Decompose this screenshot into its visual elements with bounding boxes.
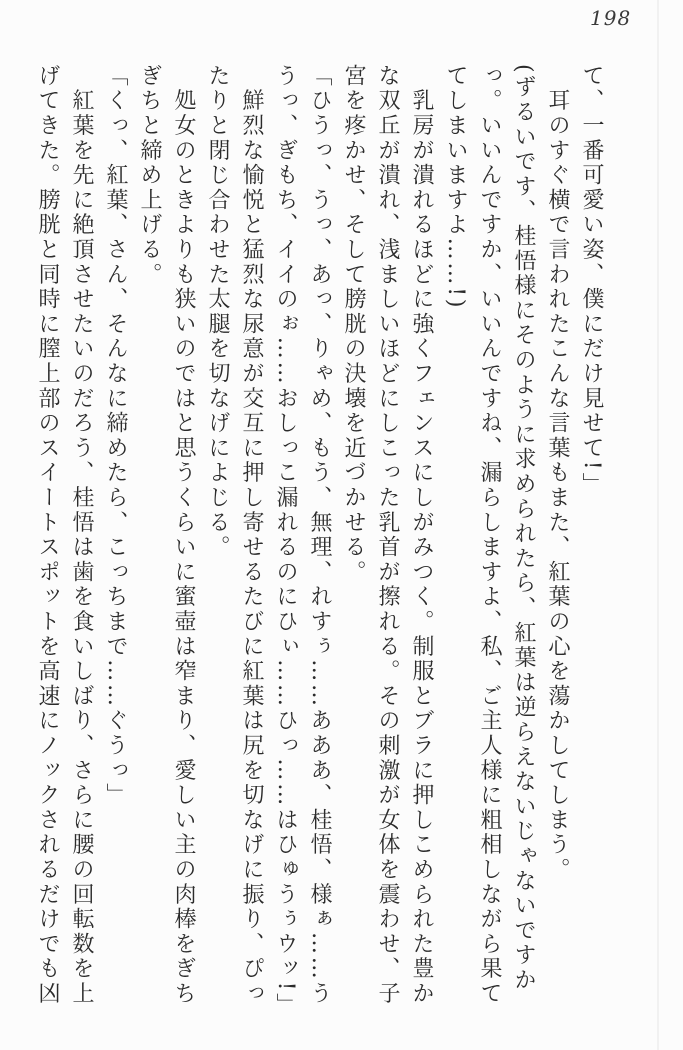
page-number: 198 [590, 6, 632, 30]
paragraph: て、一番可愛い姿、僕にだけ見せて!」 [579, 64, 604, 498]
paragraph: 「くっ、紅葉、さん、そんなに締めたら、こっちまで……ぐうっ」 [103, 64, 128, 808]
paragraph: 処女のときよりも狭いのではと思うくらいに蜜壺は窄まり、愛しい主の肉棒をぎちぎちと締め上げる。 [137, 64, 196, 1007]
paragraph: 鮮烈な愉悦と猛烈な尿意が交互に押し寄せるたびに紅葉は尻を切なげに振り、ぴったりと閉じ合わせた太腿を切なげによじる。 [205, 64, 264, 1007]
paragraph: 紅葉を先に絶頂させたいのだろう、桂悟は歯を食いしばり、さらに腰の回転数を上げてきた。膀胱と同時に膣上部のスイートスポットを高速にノックされるだけでも凶 [35, 64, 94, 1007]
paragraph: (ずるいです、桂悟様にそのように求められたら、紅葉は逆らえないじゃないですかっ。いいんですか、いいんですね、漏らしますよ、私、ご主人様に粗相しながら果ててしまいますよ……!) [443, 64, 536, 1007]
scan-artifact-line [657, 0, 659, 1050]
text-block [30, 64, 608, 1019]
paragraph: 乳房が潰れるほどに強くフェンスにしがみつく。制服とブラに押しこめられた豊かな双丘が潰れ、浅ましいほどにしこった乳首が擦れる。その刺激が女体を震わせ、子宮を疼かせ、そして膀胱の決壊を近づかせる。 [341, 64, 434, 1007]
paragraph: 「ひうっ、うっ、あっ、りゃめ、もう、無理、れすぅ……あああ、桂悟、様ぁ……ううっ、ぎもち、イイのぉ……おしっこ漏れるのにひぃ……ひっ……はひゅうぅウッ!」 [273, 64, 332, 1019]
paragraph: 耳のすぐ横で言われたこんな言葉もまた、紅葉の心を蕩かしてしまう。 [545, 64, 570, 883]
